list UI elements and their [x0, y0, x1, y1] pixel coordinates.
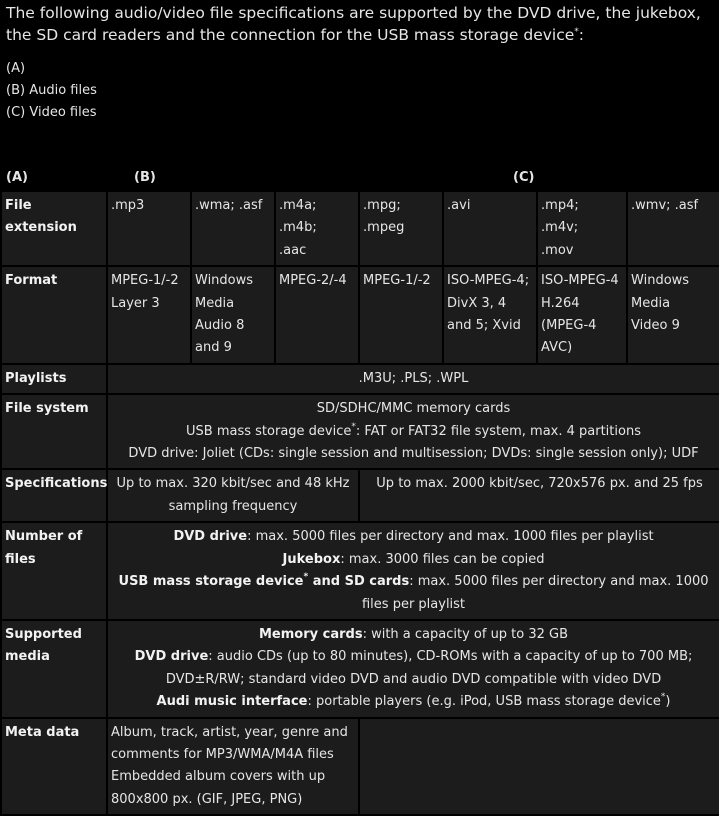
fs-line-1: SD/SDHC/MMC memory cards — [316, 401, 511, 417]
fs-line-2 — [111, 421, 716, 443]
group-header-c: (C) — [359, 165, 719, 191]
row-format — [1, 266, 719, 364]
group-header-a: (A) — [1, 165, 107, 191]
media-memory — [111, 624, 716, 646]
legend-item-c: (C) Video files — [6, 105, 97, 120]
intro-colon: : — [578, 26, 585, 44]
media-memory-label: Memory cards — [258, 626, 363, 642]
legend-item-a: (A) — [6, 61, 26, 76]
files-sd-label: and SD cards — [308, 574, 410, 590]
specs-table — [0, 164, 719, 816]
footnote-star: * — [303, 572, 309, 583]
cell-meta-data: Album, track, artist, year, genre and comments for MP3/WMA/M4A files Embedded album covers with up 800x800 px. (GIF, JPEG, PNG) — [107, 718, 359, 816]
files-dvd-text: : max. 5000 files per directory and max. 1000 files per playlist — [247, 529, 654, 545]
files-jukebox — [111, 549, 716, 571]
cell-playlists: .M3U; .PLS; .WPL — [107, 364, 719, 394]
media-ami-end: ) — [665, 694, 671, 710]
footnote-star: * — [660, 692, 666, 703]
cell-supported-media — [107, 620, 719, 718]
files-usb-label: USB mass storage device — [118, 574, 304, 590]
intro-sentence: The following audio/video file specifications are supported by the DVD drive, the jukebox, the SD card readers and the connection for the USB mass storage device — [6, 4, 701, 44]
footnote-star: * — [574, 27, 579, 37]
files-usb-text: : max. 5000 files per directory and max. 1000 files per playlist — [361, 574, 709, 612]
media-memory-text: : with a capacity of up to 32 GB — [362, 626, 569, 642]
files-jukebox-label: Jukebox — [282, 551, 341, 567]
media-dvd — [111, 646, 716, 691]
cell-format: Windows Media Video 9 — [627, 266, 719, 364]
row-label: Meta data — [1, 718, 107, 816]
row-label: Playlists — [1, 364, 107, 394]
cell-format: Windows Media Audio 8 and 9 — [191, 266, 275, 364]
cell-format: MPEG-2/-4 — [275, 266, 359, 364]
row-specifications — [1, 469, 719, 522]
cell-spec-video: Up to max. 2000 kbit/sec, 720x576 px. and 25 fps — [359, 469, 719, 522]
group-header-row — [1, 165, 719, 191]
fs-usb-text: : FAT or FAT32 file system, max. 4 partitions — [355, 423, 641, 439]
files-jukebox-text: : max. 3000 files can be copied — [340, 551, 545, 567]
media-dvd-text: : audio CDs (up to 80 minutes), CD-ROMs with a capacity of up to 700 MB; DVD±R/RW; standard video DVD and audio DVD compatible with video DVD — [165, 649, 693, 687]
cell-mpg: .mpg; .mpeg — [359, 191, 443, 266]
media-ami — [111, 691, 716, 713]
cell-spec-audio: Up to max. 320 kbit/sec and 48 kHz sampling frequency — [107, 469, 359, 522]
row-label: Supported media — [1, 620, 107, 718]
intro-text — [6, 2, 711, 46]
media-ami-text: : portable players (e.g. iPod, USB mass storage device — [307, 694, 661, 710]
row-playlists — [1, 364, 719, 394]
group-header-b: (B) — [107, 165, 359, 191]
fs-usb-label: USB mass storage device — [186, 423, 352, 439]
row-file-extension — [1, 191, 719, 266]
row-label: File system — [1, 394, 107, 469]
row-label: Number of files — [1, 522, 107, 620]
cell-meta-empty — [359, 718, 719, 816]
cell-format: ISO-MPEG-4 H.264 (MPEG-4 AVC) — [537, 266, 627, 364]
media-ami-label: Audi music interface — [156, 694, 308, 710]
cell-mp4: .mp4; .m4v; .mov — [537, 191, 627, 266]
legend-item-b: (B) Audio files — [6, 83, 97, 98]
files-dvd — [111, 526, 716, 548]
files-dvd-label: DVD drive — [173, 529, 248, 545]
row-file-system — [1, 394, 719, 469]
row-number-of-files — [1, 522, 719, 620]
row-label: File extension — [1, 191, 107, 266]
files-usb — [111, 571, 716, 616]
cell-wma: .wma; .asf — [191, 191, 275, 266]
media-dvd-label: DVD drive — [134, 649, 209, 665]
row-label: Format — [1, 266, 107, 364]
cell-avi: .avi — [443, 191, 537, 266]
cell-wmv: .wmv; .asf — [627, 191, 719, 266]
cell-format: MPEG-1/-2 — [359, 266, 443, 364]
cell-number-of-files — [107, 522, 719, 620]
cell-format: ISO-MPEG-4; DivX 3, 4 and 5; Xvid — [443, 266, 537, 364]
cell-format: MPEG-1/-2 Layer 3 — [107, 266, 191, 364]
cell-m4a: .m4a; .m4b; .aac — [275, 191, 359, 266]
intro — [0, 0, 719, 124]
cell-file-system — [107, 394, 719, 469]
row-label: Specifications — [1, 469, 107, 522]
legend-list — [6, 58, 711, 124]
fs-line-3: DVD drive: Joliet (CDs: single session and multisession; DVDs: single session only); UDF — [128, 446, 699, 462]
cell-mp3: .mp3 — [107, 191, 191, 266]
row-supported-media — [1, 620, 719, 718]
row-meta-data — [1, 718, 719, 816]
footnote-star: * — [351, 421, 356, 432]
